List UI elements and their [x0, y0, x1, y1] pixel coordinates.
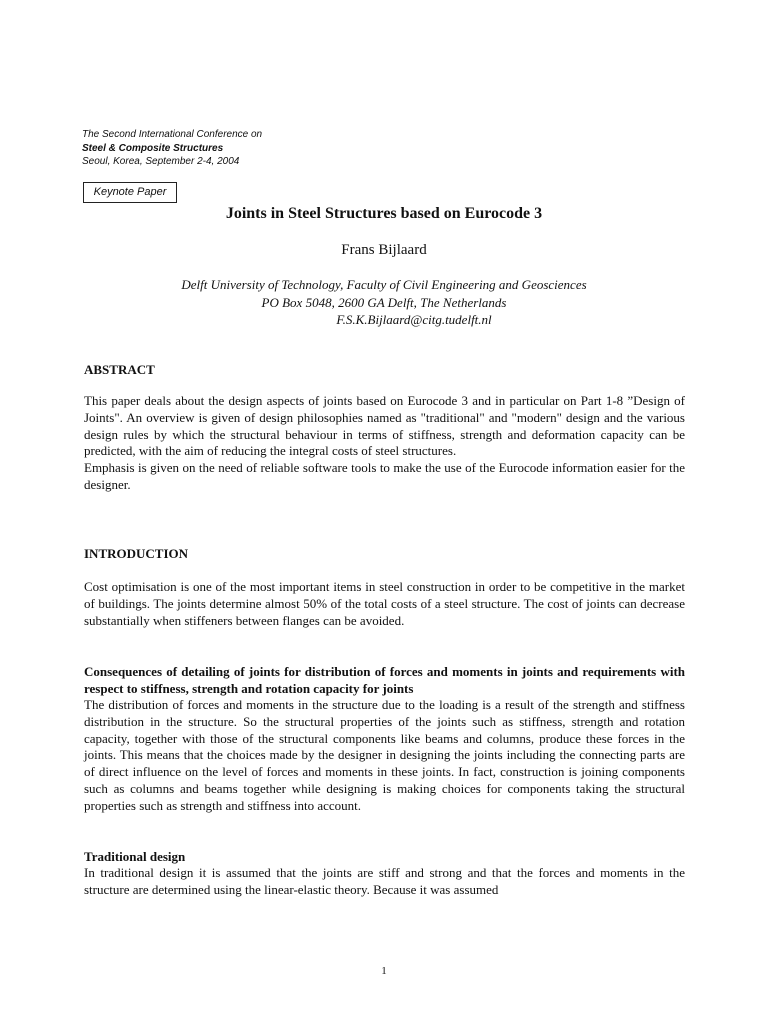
author-affiliation — [0, 276, 768, 329]
conference-header — [82, 128, 262, 169]
affiliation-line-1: Delft University of Technology, Faculty of Civil Engineering and Geosciences — [181, 277, 587, 292]
conference-line-1: The Second International Conference on — [82, 129, 263, 140]
affiliation-line-2: PO Box 5048, 2600 GA Delft, The Netherlands — [261, 294, 507, 310]
abstract-paragraph-1: This paper deals about the design aspects of joints based on Eurocode 3 and in particular on Part 1-8 ”Design of Joints". An overview is given of design philosophies named as "traditional" and "modern" design and the various design rules by which the structural behaviour in terms of stiffness, strength and deformation capacity can be predicted, with the aim of reducing the integral costs of steel structures. — [84, 393, 685, 459]
abstract-paragraph-2: Emphasis is given on the need of reliable software tools to make the use of the Eurocode information easier for the designer. — [84, 460, 685, 492]
traditional-design-paragraph-1: In traditional design it is assumed that the joints are stiff and strong and that the forces and moments in the structure are determined using the linear-elastic theory. Because it was assumed — [84, 865, 685, 897]
conference-line-2: Steel & Composite Structures — [82, 142, 224, 154]
abstract-body — [84, 393, 685, 494]
paper-title: Joints in Steel Structures based on Eurocode 3 — [225, 205, 543, 222]
consequences-heading: Consequences of detailing of joints for distribution of forces and moments in joints and requirements with respect to stiffness, strength and rotation capacity for joints — [84, 664, 685, 696]
abstract-heading: ABSTRACT — [84, 362, 155, 377]
consequences-body — [84, 697, 685, 815]
keynote-paper-label: Keynote Paper — [83, 182, 177, 203]
consequences-paragraph-1: The distribution of forces and moments in the structure due to the loading is a result of the strength and stiffness distribution in the structure. So the structural properties of the joints such as stiffness, strength and rotation capacity, together with those of the structural components like beams and columns, produce these forces in the joints. This means that the choices made by the designer in designing the joints including the connecting parts are of direct influence on the level of forces and moments in these joints. In fact, construction is joining components such as columns and beams together while designing is making choices for components taking the structural properties such as strength and stiffness into account. — [84, 697, 685, 813]
paper-author: Frans Bijlaard — [341, 242, 427, 258]
author-email: F.S.K.Bijlaard@citg.tudelft.nl — [336, 312, 492, 327]
introduction-heading: INTRODUCTION — [84, 546, 189, 561]
conference-line-3: Seoul, Korea, September 2-4, 2004 — [82, 156, 240, 167]
introduction-body — [84, 579, 685, 629]
traditional-design-body — [84, 865, 685, 899]
page-number: 1 — [381, 965, 387, 977]
traditional-design-heading: Traditional design — [84, 849, 186, 864]
introduction-paragraph-1: Cost optimisation is one of the most important items in steel construction in order to be competitive in the market of buildings. The joints determine almost 50% of the total costs of a steel structure. The cost of joints can decrease substantially when stiffeners between flanges can be avoided. — [84, 579, 685, 628]
